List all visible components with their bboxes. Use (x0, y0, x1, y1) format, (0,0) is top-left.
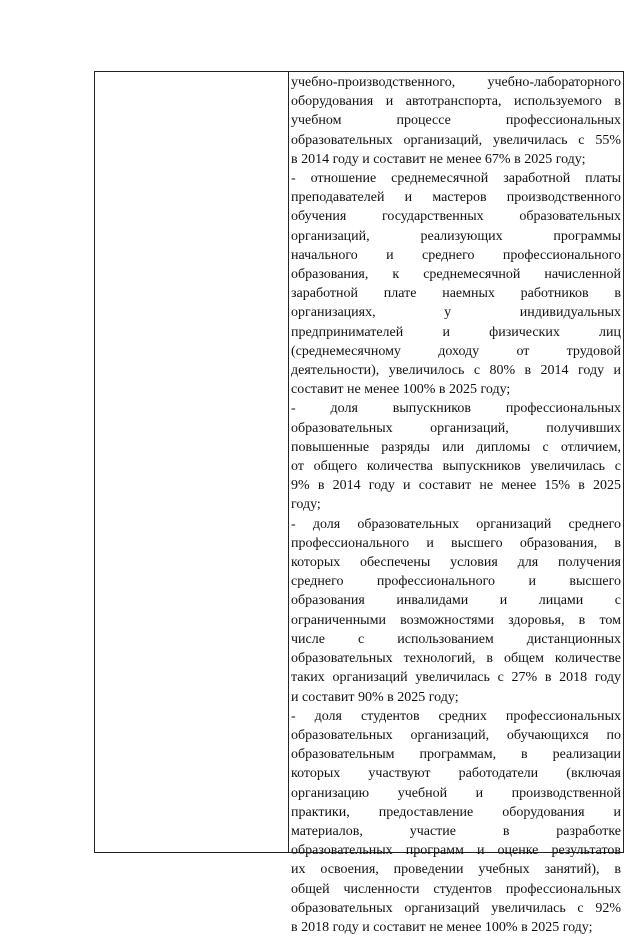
text-line: организаций, реализующих программы (291, 228, 621, 244)
text-line: в 2018 году и составит не менее 100% в 2025 году; (291, 919, 593, 935)
text-line: образовательных программ и оценке результатов (291, 843, 621, 859)
text-line: среднего профессионального и высшего (291, 574, 621, 590)
text-line: учебном процессе профессиональных (291, 113, 621, 129)
content-table (94, 71, 624, 935)
text-line: которых участвуют работодатели (включая (291, 766, 621, 782)
text-line: профессионального и высшего образования, в (291, 535, 621, 551)
text-line: 9% в 2014 году и составит не менее 15% в 2025 (291, 478, 621, 494)
text-line: материалов, участие в разработке (291, 823, 621, 839)
text-line: практики, предоставление оборудования и (291, 804, 621, 820)
text-line: ограниченными возможностями здоровья, в том (291, 612, 621, 628)
text-line: - доля выпускников профессиональных (291, 401, 621, 417)
text-line: году; (291, 497, 321, 513)
text-line: организацию учебной и производственной (291, 785, 621, 801)
text-line: образовательным программам, в реализации (291, 747, 621, 763)
text-line: заработной плате наемных работников в (291, 286, 621, 302)
text-line: организациях, у индивидуальных (291, 305, 621, 321)
text-line: составит не менее 100% в 2025 году; (291, 382, 511, 398)
text-line: и составит 90% в 2025 году; (291, 689, 459, 705)
text-line: (среднемесячному доходу от трудовой (291, 343, 621, 359)
text-line: образования, к среднемесячной начисленной (291, 267, 621, 283)
text-line: - доля образовательных организаций среднего (291, 516, 621, 532)
text-line: числе с использованием дистанционных (291, 631, 621, 647)
text-line: - отношение среднемесячной заработной платы (291, 171, 621, 187)
text-line: предпринимателей и физических лиц (291, 324, 621, 340)
text-line: от общего количества выпускников увеличилась с (291, 459, 621, 475)
text-line: преподавателей и мастеров производственного (291, 190, 621, 206)
text-line: начального и среднего профессионального (291, 247, 621, 263)
text-line: их освоения, проведении учебных занятий), в (291, 862, 621, 878)
text-line: - доля студентов средних профессиональных (291, 708, 621, 724)
text-line: образовательных организаций, увеличилась с 55% (291, 132, 621, 148)
text-line: образовательных технологий, в общем количестве (291, 651, 621, 667)
text-line: образовательных организаций увеличилась с 92% (291, 900, 621, 916)
text-line: в 2014 году и составит не менее 67% в 2025 году; (291, 151, 586, 167)
text-line: обучения государственных образовательных (291, 209, 621, 225)
right-cell (290, 72, 623, 935)
left-cell (95, 72, 289, 852)
text-line: которых обеспечены условия для получения (291, 555, 621, 571)
text-line: образования инвалидами и лицами с (291, 593, 621, 609)
text-line: оборудования и автотранспорта, используемого в (291, 94, 621, 110)
text-line: таких организаций увеличилась с 27% в 2018 году (291, 670, 621, 686)
text-line: учебно-производственного, учебно-лабораторного (291, 75, 621, 90)
text-line: общей численности студентов профессиональных (291, 881, 621, 897)
text-line: образовательных организаций, получивших (291, 420, 621, 436)
text-line: образовательных организаций, обучающихся по (291, 727, 621, 743)
text-line: деятельности), увеличилось с 80% в 2014 году и (291, 363, 621, 379)
text-line: повышенные разряды или дипломы с отличием, (291, 439, 621, 455)
